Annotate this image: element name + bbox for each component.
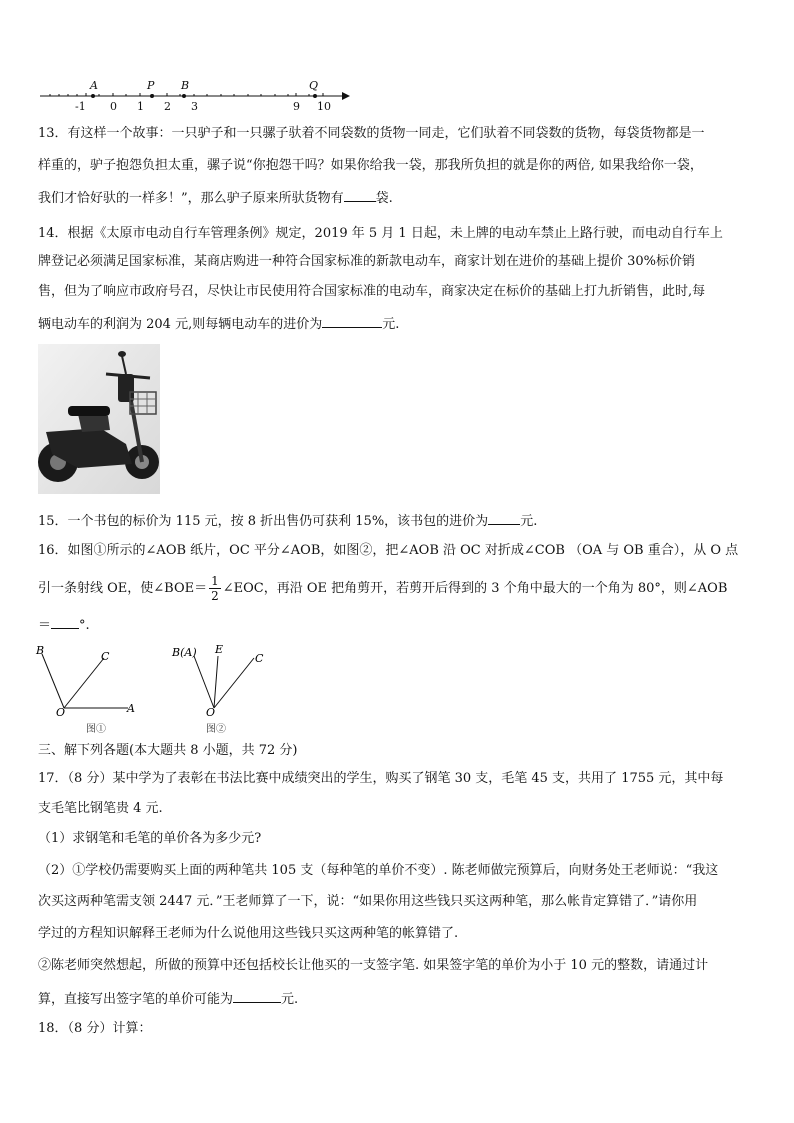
q17-text-end: 元. [281, 992, 299, 1007]
q17-part2-line1: （2）①学校仍需要购买上面的两种笔共 105 支（每种笔的单价不变）. 陈老师做完预算后，向财务处王老师说：“我这 [38, 863, 719, 878]
label-p: P [147, 79, 155, 92]
q14-line4 [38, 313, 760, 334]
fig2-label-e: E [215, 643, 224, 656]
label-a: A [90, 79, 98, 92]
label-q: Q [309, 79, 319, 92]
fig1-label-c: C [101, 650, 110, 663]
answer-blank [344, 187, 376, 202]
q14-line3: 售，但为了响应市政府号召，尽快让市民使用符合国家标准的电动车，商家决定在标价的基础上打九折销售，此时,每 [38, 284, 706, 299]
figure-1 [34, 642, 144, 738]
q13-line1: 13．有这样一个故事：一只驴子和一只骡子驮着不同袋数的货物一同走，它们驮着不同袋数的货物，每袋货物都是一 [38, 126, 705, 141]
q14-text: 辆电动车的利润为 204 元,则每辆电动车的进价为 [38, 317, 323, 332]
fig2-label-o: O [206, 706, 216, 719]
point-a [91, 94, 95, 98]
tick-label: -1 [75, 100, 86, 113]
q17-line2: 支毛笔比钢笔贵 4 元. [38, 801, 163, 816]
q13-line3 [38, 187, 760, 208]
fig1-label-a: A [127, 702, 135, 715]
number-line [38, 74, 354, 114]
fraction-one-half [209, 574, 221, 603]
fig1-caption: 图① [86, 724, 106, 735]
fig2-label-c: C [255, 652, 264, 665]
q16-end: °. [79, 618, 90, 633]
q13-line2: 样重的，驴子抱怨负担太重，骡子说“你抱怨干吗？如果你给我一袋，那我所负担的就是你的两倍, 如果我给你一袋， [38, 158, 703, 173]
electric-bike-photo [38, 344, 160, 494]
tick-label: 0 [110, 100, 117, 113]
q15-text-end: 元. [520, 514, 538, 529]
point-p [150, 94, 154, 98]
q17-part1: （1）求钢笔和毛笔的单价各为多少元? [38, 831, 262, 846]
q15-line [38, 510, 760, 531]
q14-text-end: 元. [382, 317, 400, 332]
q17-part2-line2: 次买这两种笔需支领 2447 元．”王老师算了一下，说：“如果你用这些钱只买这两种笔，那么帐肯定算错了．”请你用 [38, 894, 698, 909]
fig2-caption: 图② [206, 724, 226, 735]
answer-blank [322, 313, 382, 328]
tick-label: 3 [191, 100, 198, 113]
section-three-heading: 三、解下列各题(本大题共 8 小题，共 72 分) [38, 743, 298, 758]
fig1-label-b: B [36, 644, 45, 657]
q14-line1: 14．根据《太原市电动自行车管理条例》规定，2019 年 5 月 1 日起，未上牌的电动车禁止上路行驶，而电动自行车上 [38, 226, 723, 241]
q16-text: 引一条射线 OE，使∠BOE＝ [38, 581, 208, 596]
q18-heading: 18．（8 分）计算： [38, 1021, 152, 1036]
q15-text: 15．一个书包的标价为 115 元，按 8 折出售仍可获利 15%，该书包的进价为 [38, 514, 489, 529]
label-b: B [181, 79, 190, 92]
figure-2 [170, 642, 270, 738]
q16-line2 [38, 574, 760, 603]
tick-label: 2 [164, 100, 171, 113]
fraction-denominator: 2 [211, 589, 219, 603]
q16-text-cont: ∠EOC，再沿 OE 把角剪开，若剪开后得到的 3 个角中最大的一个角为 80°，则∠AOB [222, 581, 728, 596]
tick-label: 9 [293, 100, 300, 113]
q16-eq: ＝ [38, 618, 52, 633]
point-q [313, 94, 317, 98]
q17-text: 算，直接写出签字笔的单价可能为 [38, 992, 234, 1007]
q17-part3-line1: ②陈老师突然想起，所做的预算中还包括校长让他买的一支签字笔. 如果签字笔的单价为小于 10 元的整数，请通过计 [38, 958, 709, 973]
q16-line1: 16．如图①所示的∠AOB 纸片，OC 平分∠AOB，如图②，把∠AOB 沿 OC 对折成∠COB （OA 与 OB 重合），从 O 点 [38, 543, 739, 558]
fraction-numerator: 1 [211, 574, 219, 588]
q17-part2-line3: 学过的方程知识解释王老师为什么说他用这些钱只买这两种笔的帐算错了. [38, 926, 459, 941]
fig2-label-ba: B(A) [172, 646, 197, 659]
q14-line2: 牌登记必须满足国家标准，某商店购进一种符合国家标准的新款电动车，商家计划在进价的基础上提价 30%标价销 [38, 254, 696, 269]
q13-text-end: 袋. [375, 191, 393, 206]
tick-label: 1 [137, 100, 144, 113]
answer-blank [51, 614, 79, 629]
answer-blank [488, 510, 520, 525]
q13-text: 我们才恰好驮的一样多！”，那么驴子原来所驮货物有 [38, 191, 344, 206]
q17-part3-line2 [38, 988, 760, 1009]
answer-blank [233, 988, 281, 1003]
q17-line1: 17．（8 分）某中学为了表彰在书法比赛中成绩突出的学生，购买了钢笔 30 支，毛笔 45 支，共用了 1755 元，其中每 [38, 771, 724, 786]
point-b [182, 94, 186, 98]
fig1-label-o: O [56, 706, 66, 719]
tick-label: 10 [317, 100, 331, 113]
q16-line3 [38, 614, 760, 635]
